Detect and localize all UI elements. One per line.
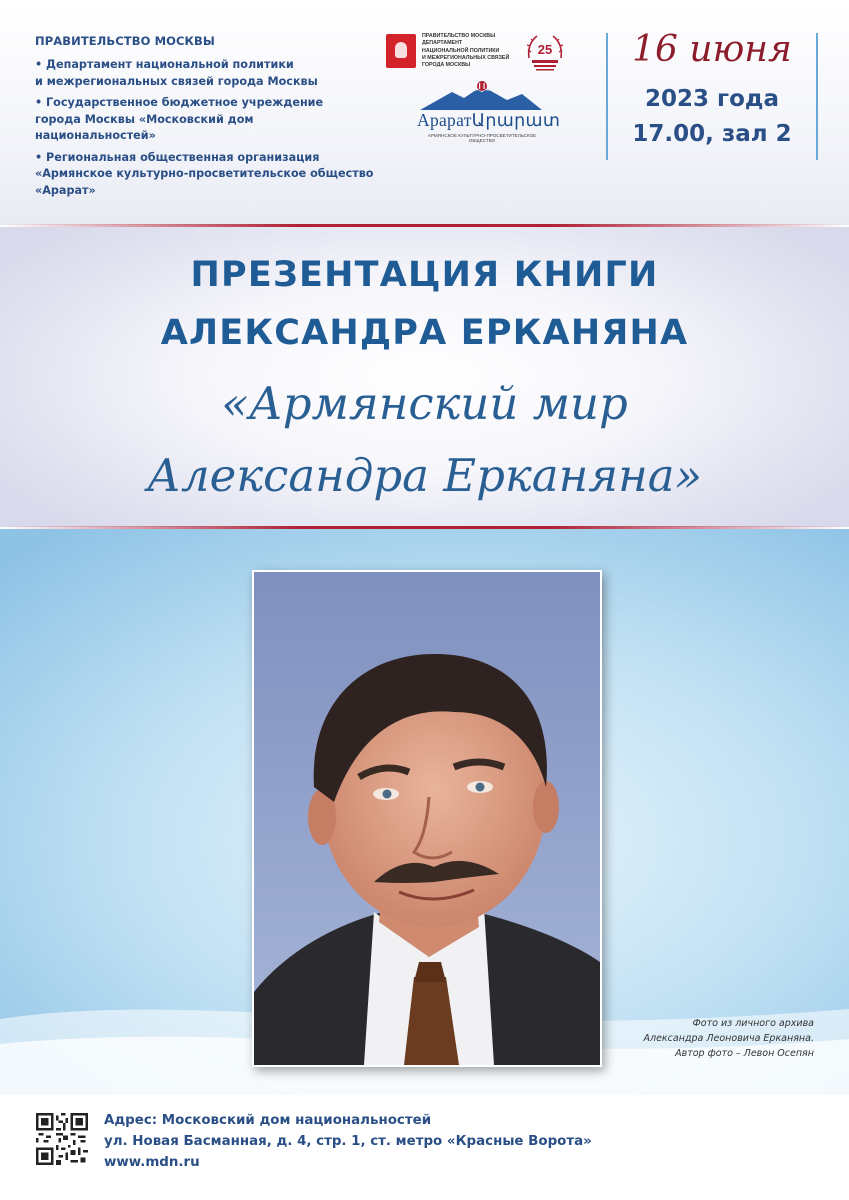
address-line: ул. Новая Басманная, д. 4, стр. 1, ст. метро «Красные Ворота» — [104, 1134, 592, 1149]
book-title-line-1: «Армянский мир — [221, 377, 628, 430]
mountain-icon — [412, 80, 547, 112]
organizer-title: ПРАВИТЕЛЬСТВО МОСКВЫ — [35, 34, 215, 48]
qr-code-icon — [36, 1113, 88, 1165]
moscow-government-logo — [386, 32, 521, 72]
anniversary-number: 25 — [537, 42, 553, 57]
address-label: Адрес: Московский дом национальностей — [104, 1113, 432, 1128]
organizers-block — [35, 34, 375, 204]
photo-section — [0, 529, 849, 1095]
organizer-item: • Региональная общественная организация «Армянское культурно-просветительское общество «Арарат» — [35, 150, 374, 197]
author-name: АЛЕКСАНДРА ЕРКАНЯНА — [160, 313, 689, 353]
caption-line: Фото из личного архива — [692, 1018, 814, 1029]
author-portrait — [252, 570, 602, 1067]
organizer-item: • Департамент национальной политики и межрегиональных связей города Москвы — [35, 58, 318, 88]
event-day: 16 июня — [632, 29, 792, 70]
organizer-item: • Государственное бюджетное учреждение города Москвы «Московский дом национальностей» — [35, 96, 324, 142]
photo-caption — [574, 1016, 814, 1061]
moscow-coat-of-arms-icon — [386, 34, 416, 68]
event-time-hall: 17.00, зал 2 — [632, 121, 792, 147]
event-year: 2023 года — [645, 86, 779, 112]
book-title-line-2: Александра Ерканяна» — [146, 449, 703, 502]
caption-line: Автор фото – Левон Осепян — [675, 1048, 814, 1059]
poster-header — [0, 0, 849, 225]
address-block — [104, 1110, 592, 1173]
ararat-wordmark: АраратԱրարատ — [417, 110, 561, 130]
organizer-list — [35, 57, 375, 199]
ararat-tagline: АРМЯНСКОЕ КУЛЬТУРНО-ПРОСВЕТИТЕЛЬСКОЕ ОБЩЕСТВО — [427, 133, 537, 143]
website-link[interactable]: www.mdn.ru — [104, 1155, 200, 1170]
event-title: ПРЕЗЕНТАЦИЯ КНИГИ — [190, 255, 659, 295]
gov-logo-text: ПРАВИТЕЛЬСТВО МОСКВЫ ДЕПАРТАМЕНТ НАЦИОНАЛЬНОЙ ПОЛИТИКИ И МЕЖРЕГИОНАЛЬНЫХ СВЯЗЕЙ ГОРОДА МОСКВЫ — [422, 33, 510, 69]
title-band — [0, 227, 849, 527]
anniversary-25-logo — [523, 30, 567, 78]
event-date-box — [606, 29, 818, 160]
caption-line: Александра Леоновича Ерканяна. — [643, 1033, 814, 1044]
poster-footer — [0, 1095, 849, 1200]
ararat-society-logo — [412, 80, 561, 155]
